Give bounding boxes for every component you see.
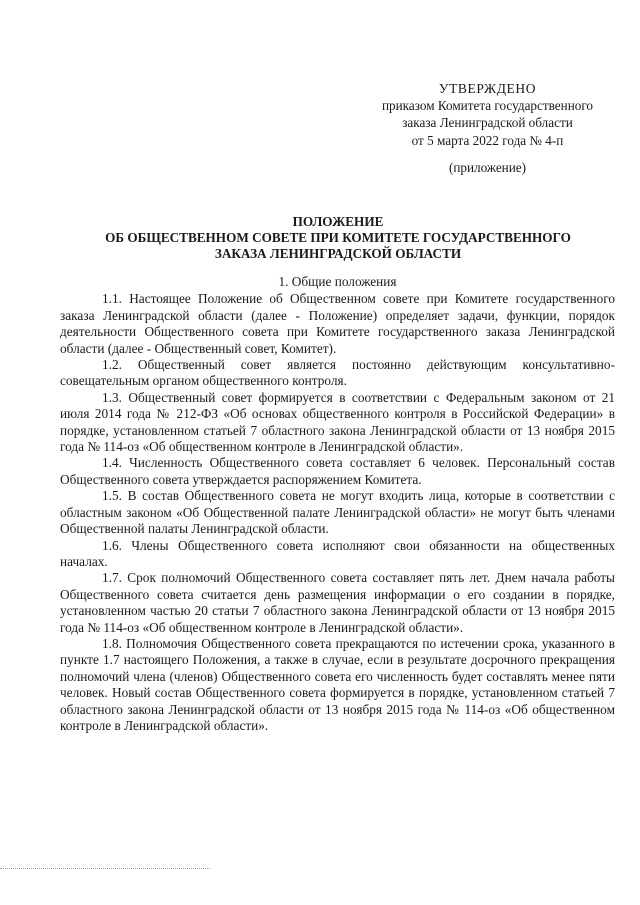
paragraph-1-5: 1.5. В состав Общественного совета не могут входить лица, которые в соответствии с областным законом «Об Общественной палате Ленинградской области» не могут быть членами Общественной палаты Ленинградской области. — [60, 488, 615, 537]
paragraph-1-4: 1.4. Численность Общественного совета составляет 6 человек. Персональный состав Общественного совета утверждается распоряжением Комитета. — [60, 455, 615, 487]
approval-heading: УТВЕРЖДЕНО — [438, 81, 537, 96]
paragraph-1-6: 1.6. Члены Общественного совета исполняют свои обязанности на общественных началах. — [60, 537, 615, 569]
section-heading: 1. Общие положения — [278, 274, 397, 289]
approval-line-order: приказом Комитета государственного — [381, 98, 594, 114]
paragraph-1-2: 1.2. Общественный совет является постоянно действующим консультативно-совещательным органом общественного контроля. — [60, 357, 615, 389]
footer-divider — [0, 868, 210, 869]
title-line-2: ОБ ОБЩЕСТВЕННОМ СОВЕТЕ ПРИ КОМИТЕТЕ ГОСУДАРСТВЕННОГО — [105, 229, 571, 245]
document-body — [60, 274, 615, 734]
approval-line-date: от 5 марта 2022 года № 4-п — [411, 132, 564, 148]
approval-line-body: заказа Ленинградской области — [402, 115, 573, 131]
annex-label: (приложение) — [448, 160, 527, 175]
title-line-1: ПОЛОЖЕНИЕ — [292, 214, 384, 229]
document-title — [58, 214, 618, 261]
approval-block — [355, 80, 620, 149]
paragraph-1-8: 1.8. Полномочия Общественного совета прекращаются по истечении срока, указанного в пункте 1.7 настоящего Положения, а также в случае, если в результате досрочного прекращения полномочий члена (членов) Общественного совета его численность будет составлять менее пяти человек. Новый состав Общественного совета формируется в порядке, установленном статьей 7 областного закона Ленинградской области от 13 ноября 2015 года № 114-оз «Об общественном контроле в Ленинградской области». — [60, 635, 615, 733]
paragraph-1-7: 1.7. Срок полномочий Общественного совета составляет пять лет. Днем начала работы Общественного совета считается день размещения информации о его создании в порядке, установленном частью 20 статьи 7 областного закона Ленинградской области от 13 ноября 2015 года № 114-оз «Об общественном контроле в Ленинградской области». — [60, 570, 615, 635]
title-line-3: ЗАКАЗА ЛЕНИНГРАДСКОЙ ОБЛАСТИ — [214, 245, 462, 261]
paragraph-1-1: 1.1. Настоящее Положение об Общественном совете при Комитете государственного заказа Ленинградской области (далее - Положение) определяет задачи, функции, порядок деятельности Общественного совета при Комитете государственного заказа Ленинградской области (далее - Общественный совет, Комитет). — [60, 291, 615, 356]
paragraph-1-3: 1.3. Общественный совет формируется в соответствии с Федеральным законом от 21 июля 2014 года № 212-ФЗ «Об основах общественного контроля в Российской Федерации» в порядке, установленном статьей 7 областного закона Ленинградской области от 13 ноября 2015 года № 114-оз «Об общественном контроле в Ленинградской области». — [60, 389, 615, 455]
